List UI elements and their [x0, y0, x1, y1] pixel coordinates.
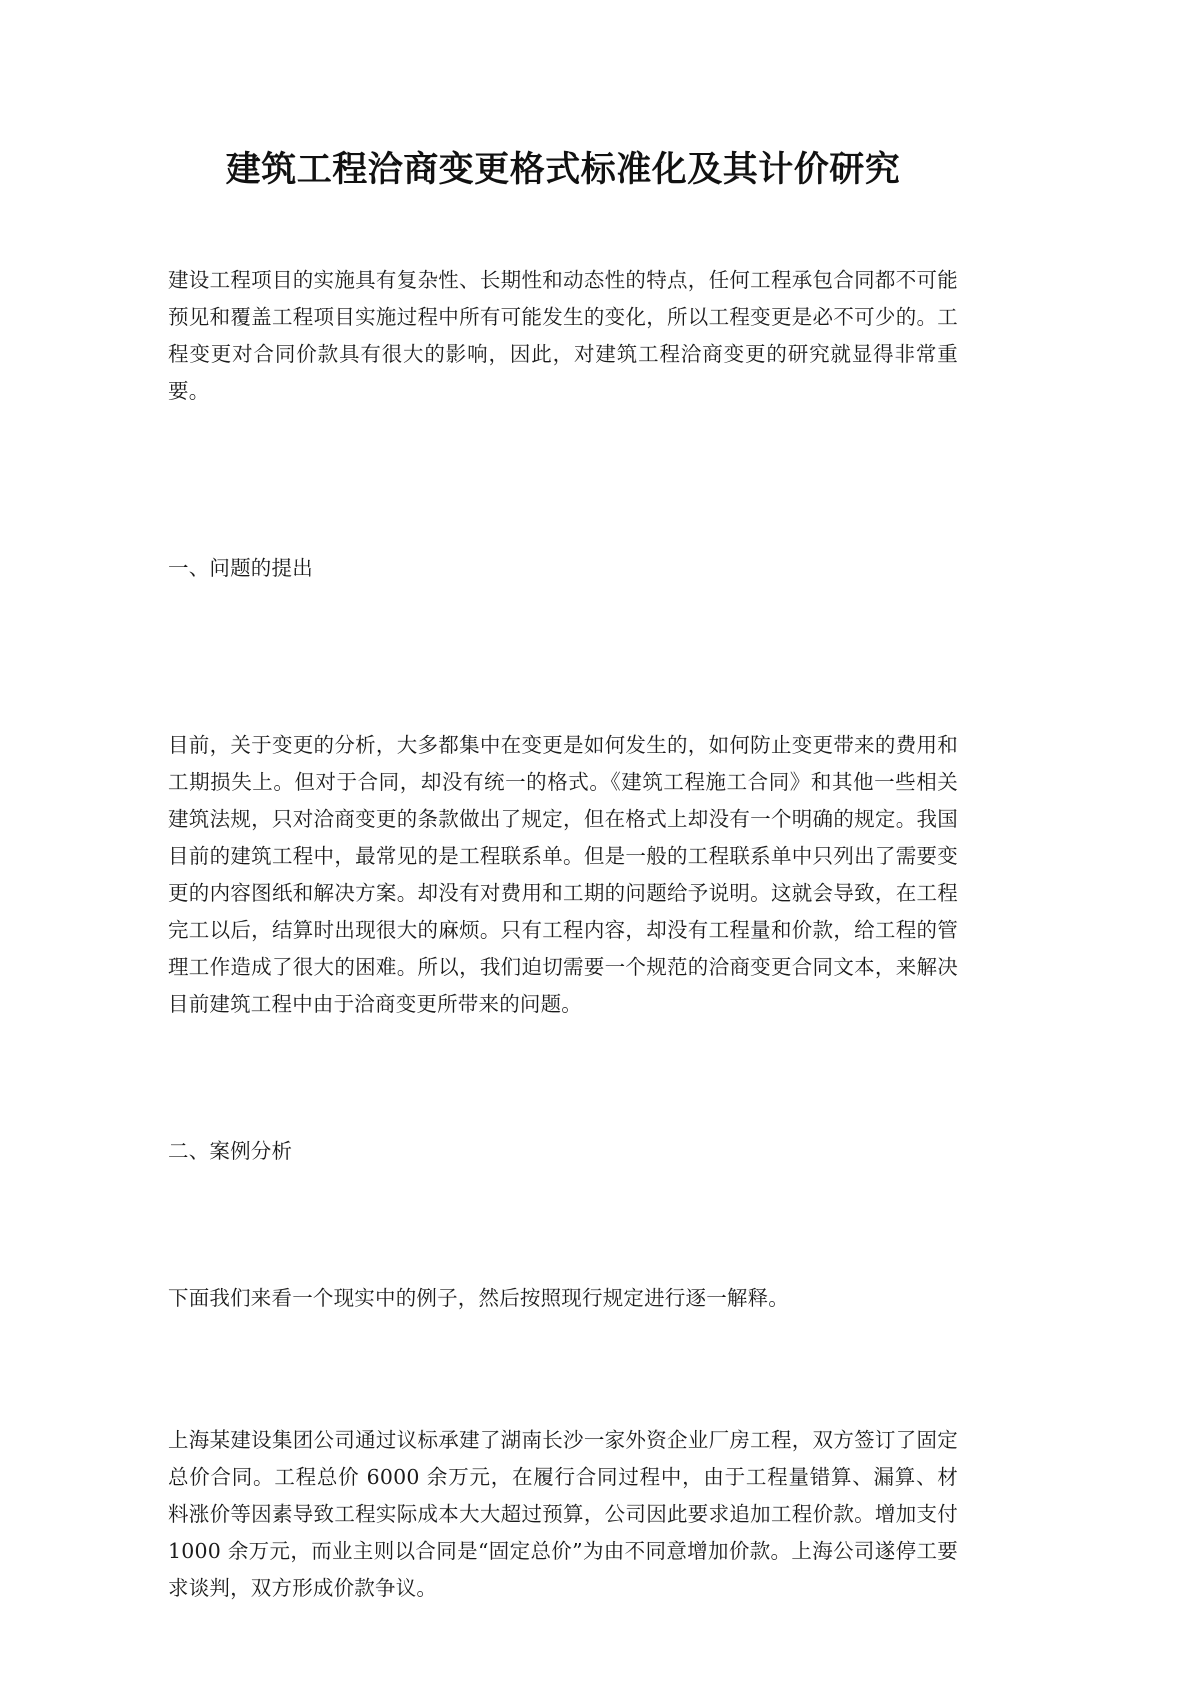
spacer-after-section-one-heading: [168, 587, 958, 727]
case-study-paragraph: 上海某建设集团公司通过议标承建了湖南长沙一家外资企业厂房工程，双方签订了固定总价合同。工程总价 6000 余万元，在履行合同过程中，由于工程量错算、漏算、材料涨价等因素导致工程实际成本大大超过预算，公司因此要求追加工程价款。增加支付 1000 余万元，而业主则以合同是“固定总价”为由不同意增加价款。上海公司遂停工要求谈判，双方形成价款争议。: [168, 1427, 958, 1600]
abstract-paragraph: 建设工程项目的实施具有复杂性、长期性和动态性的特点，任何工程承包合同都不可能预见和覆盖工程项目实施过程中所有可能发生的变化，所以工程变更是必不可少的。工程变更对合同价款具有很大的影响，因此，对建筑工程洽商变更的研究就显得非常重要。: [168, 267, 958, 403]
spacer-before-section-one: [168, 410, 958, 550]
section-heading-two: 二、案例分析: [168, 1138, 293, 1163]
page-title: 建筑工程洽商变更格式标准化及其计价研究: [225, 149, 901, 190]
document-content: [168, 0, 958, 1607]
spacer-before-section-two: [168, 1023, 958, 1133]
spacer-after-title: [168, 192, 958, 262]
spacer-before-case-study: [168, 1317, 958, 1422]
section-heading-one: 一、问题的提出: [168, 555, 313, 580]
spacer-after-section-two-heading: [168, 1170, 958, 1280]
section-one-paragraph: 目前，关于变更的分析，大多都集中在变更是如何发生的，如何防止变更带来的费用和工期损失上。但对于合同，却没有统一的格式。《建筑工程施工合同》和其他一些相关建筑法规，只对洽商变更的条款做出了规定，但在格式上却没有一个明确的规定。我国目前的建筑工程中，最常见的是工程联系单。但是一般的工程联系单中只列出了需要变更的内容图纸和解决方案。却没有对费用和工期的问题给予说明。这就会导致，在工程完工以后，结算时出现很大的麻烦。只有工程内容，却没有工程量和价款，给工程的管理工作造成了很大的困难。所以，我们迫切需要一个规范的洽商变更合同文本，来解决目前建筑工程中由于洽商变更所带来的问题。: [168, 732, 958, 1016]
section-two-intro-paragraph: 下面我们来看一个现实中的例子，然后按照现行规定进行逐一解释。: [168, 1285, 789, 1310]
